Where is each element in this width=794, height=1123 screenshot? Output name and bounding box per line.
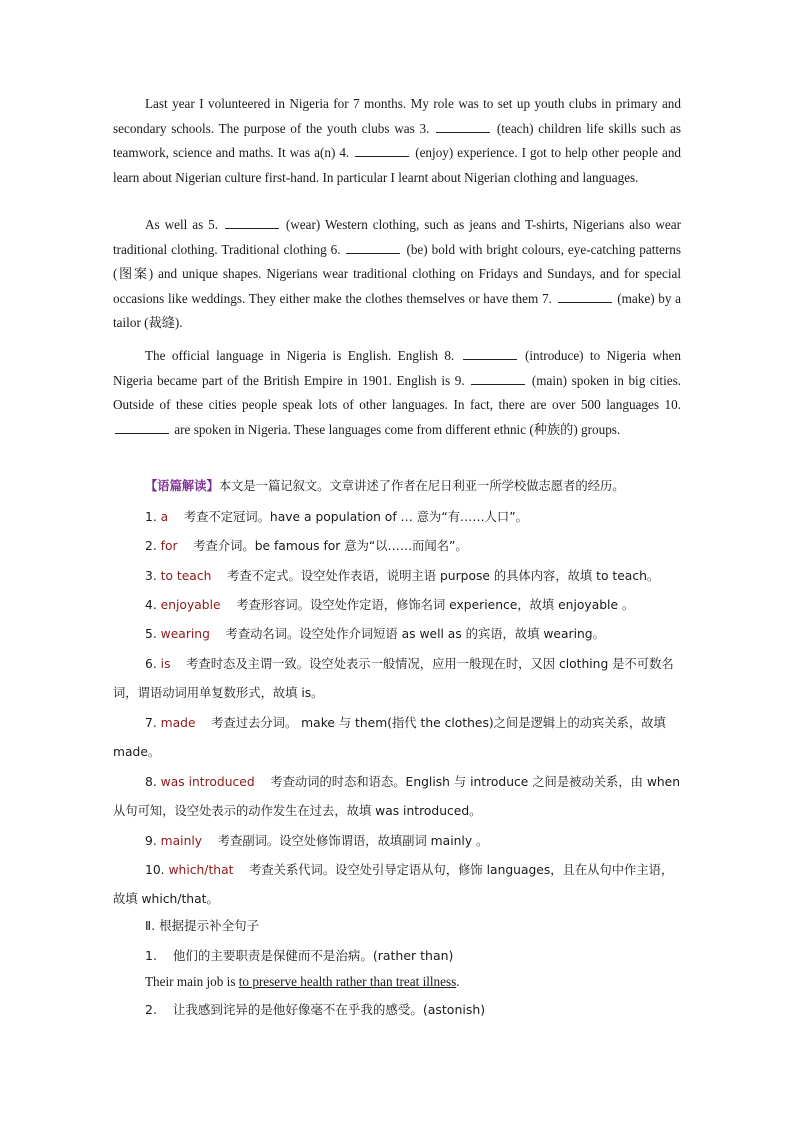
answer-item [113,591,681,620]
question-chinese: 他们的主要职责是保健而不是治病。(rather than) [172,948,454,963]
answer-key: enjoyable [160,598,221,612]
answer-number: 8. [145,775,157,789]
answer-explanation: 考查时态及主谓一致。设空处表示一般情况，应用一般现在时，又因 clothing 是不可数名词，谓语动词用单复数形式，故填 is。 [113,657,674,700]
answer-number: 5. [145,627,157,641]
blank-5 [225,215,279,229]
answer-explanation: 考查动词的时态和语态。English 与 introduce 之间是被动关系，由 when 从句可知，设空处表示的动作发生在过去，故填 was introduced。 [113,775,681,818]
question-number: 1. [145,948,157,963]
passage-text: (be) bold with bright colours, eye-catching patterns (图案) and unique shapes. Nigerians wear traditional clothing on Fridays and Sundays, and for special occasions like weddings. They either make the clothes themselves or have them 7. [113,241,681,306]
answer-number: 7. [145,716,157,730]
passage-text: (teach) children life skills such as teamwork, science and maths. It was a(n) 4. [113,120,682,160]
answer-explanation: 考查动名词。设空处作介词短语 as well as 的宾语，故填 wearing。 [225,627,605,641]
question-1-answer [145,970,715,994]
answer-number: 3. [145,569,157,583]
answer-key: made [160,716,196,730]
answer-number: 6. [145,657,157,671]
blank-3 [436,119,490,133]
answer-underlined: to preserve health rather than treat illness [238,974,457,989]
passage-text: Last year I volunteered in Nigeria for 7 months. My role was to set up youth clubs in primary and secondary schools. The purpose of the youth clubs was 3. [113,96,681,136]
passage-text: are spoken in Nigeria. These languages come from different ethnic (种族的) groups. [174,421,621,437]
analysis-tag: 【语篇解读】 [145,479,219,493]
analysis [113,474,681,499]
answer-key: mainly [160,834,203,848]
answer-number: 4. [145,598,157,612]
question-1 [145,944,715,968]
answer-item [113,827,681,856]
answer-number: 10. [145,863,165,877]
section-heading: Ⅱ. 根据提示补全句子 [145,918,260,933]
answer-item [113,709,681,767]
answer-prefix: Their main job is [145,974,239,989]
passage-text: As well as 5. [145,217,219,232]
answer-number: 2. [145,539,157,553]
answer-item [113,503,681,532]
passage-text: (wear) Western clothing, such as jeans and T-shirts, Nigerians also wear traditional clothing. Traditional clothing 6. [113,217,682,257]
answer-key: to teach [160,569,212,583]
answer-explanation: 考查不定式。设空处作表语，说明主语 purpose 的具体内容，故填 to teach。 [227,569,660,583]
blank-4 [355,143,409,157]
answer-number: 9. [145,834,157,848]
answer-key: wearing [160,627,210,641]
answer-key: was introduced [160,775,255,789]
analysis-text: 本文是一篇记叙文。文章讲述了作者在尼日利亚一所学校做志愿者的经历。 [218,479,625,493]
passage-text: The official language in Nigeria is English. English 8. [145,348,455,363]
passage-text: (introduce) to Nigeria when Nigeria became part of the British Empire in 1901. English is 9. [113,348,682,388]
answer-key: is [160,657,171,671]
answer-item [113,650,681,708]
answer-explanation: 考查过去分词。 make 与 them(指代 the clothes)之间是逻辑上的动宾关系，故填 made。 [113,716,666,759]
passage-paragraph-1 [113,92,681,190]
answer-explanation: 考查不定冠词。have a population of … 意为“有……人口”。 [183,510,528,524]
passage-text: (make) by a tailor (裁缝). [113,290,682,330]
answer-key: a [160,510,169,524]
passage-text: (enjoy) experience. I got to help other people and learn about Nigerian culture first-hand. In particular I learnt about Nigerian clothing and languages. [113,145,682,185]
answer-key: for [160,539,178,553]
answer-number: 1. [145,510,157,524]
blank-6 [346,240,400,254]
blank-10 [115,420,169,434]
answer-explanation: 考查副词。设空处修饰谓语，故填副词 mainly 。 [217,834,489,848]
blank-9 [471,371,525,385]
question-chinese: 让我感到诧异的是他好像毫不在乎我的感受。(astonish) [172,1002,486,1017]
answer-item [113,620,681,649]
answer-explanation: 考查介词。be famous for 意为“以……而闻名”。 [193,539,468,553]
question-2 [145,998,715,1022]
answer-item [113,856,681,914]
passage-paragraph-2 [113,213,681,336]
blank-7 [558,289,612,303]
question-number: 2. [145,1002,157,1017]
answer-explanation: 考查形容词。设空处作定语，修饰名词 experience，故填 enjoyable 。 [236,598,635,612]
answer-suffix: . [456,974,460,989]
blank-8 [463,346,517,360]
passage-text: (main) spoken in big cities. Outside of these cities people speak lots of other languages. In fact, there are over 500 languages 10. [113,372,682,412]
answer-key: which/that [168,863,234,877]
answer-item [113,532,681,561]
passage-paragraph-3 [113,344,681,442]
answer-item [113,768,681,826]
answer-explanation: 考查关系代词。设空处引导定语从句，修饰 languages，且在从句中作主语，故填 which/that。 [113,863,674,906]
answer-item [113,562,681,591]
